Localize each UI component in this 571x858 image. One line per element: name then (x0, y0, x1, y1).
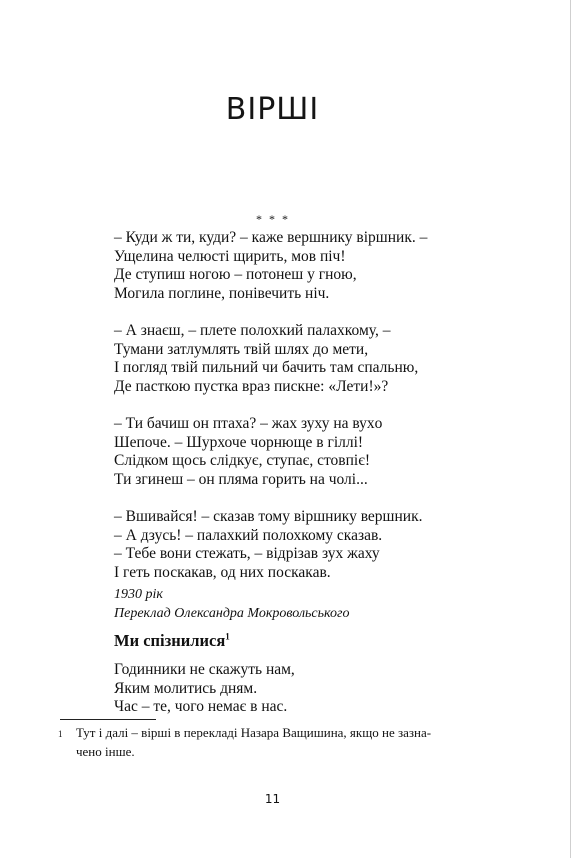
stanza-3 (114, 415, 544, 489)
page-number: 11 (264, 792, 281, 806)
translator-credit: Переклад Олександра Мокровольського (114, 606, 350, 622)
stanza-gap (114, 303, 544, 322)
poem-untitled (114, 229, 544, 623)
stanza-gap (114, 489, 544, 508)
footnote-mark: 1 (58, 729, 63, 739)
poem-line: Де пасткою пустка враз пискне: «Лети!»? (114, 377, 389, 395)
poem-line: Могила поглине, понівечить ніч. (114, 284, 330, 302)
poem-line: – А дзусь! – палахкий полохкому сказав. (114, 526, 383, 544)
page-title: ВІРШІ (225, 92, 320, 127)
poem-line: І геть поскакав, од них поскакав. (114, 563, 331, 581)
poem-we-are-late (114, 661, 295, 717)
poem-line: І погляд твій пильний чи бачить там спальню, (114, 359, 419, 377)
footnote-line (58, 723, 498, 742)
stanza-4 (114, 508, 544, 582)
poem-line: Час – те, чого немає в нас. (114, 698, 288, 716)
poem-title (114, 631, 230, 651)
poem-line: – Ти бачиш он птаха? – жах зуху на вуxо (114, 414, 383, 432)
poem-line: Ти згинеш – он пляма горить на чолі... (114, 470, 368, 488)
poem-line: – Куди ж ти, куди? – каже вершнику віршник. – (114, 229, 428, 246)
poem-line: Слідком щось слідкує, ступає, стовпіє! (114, 452, 371, 470)
poem-line: Ущелина челюсті щирить, мов піч! (114, 247, 346, 265)
poem-line: Яким молитись дням. (114, 679, 258, 697)
poem-date: 1930 рік (114, 587, 163, 603)
stanza-1 (114, 229, 544, 303)
poem-line: Шепоче. – Шурхоче чорнюще в гіллі! (114, 433, 364, 451)
poem-title-text: Ми спізнилися (114, 631, 226, 650)
poem-line: Тумани затлумлять твій шлях до мети, (114, 340, 369, 358)
asterism-divider: * * * (256, 212, 290, 226)
poem-line: – Тебе вони стежать, – відрізав зух жаху (114, 545, 380, 563)
footnote-reference[interactable]: 1 (225, 631, 230, 642)
stanza-gap (114, 396, 544, 415)
footnote-text: Тут і далі – вірші в перекладі Назара Ващишина, якщо не зазна- (76, 725, 432, 740)
poem-line: Де ступиш ногою – потонеш у гною, (114, 266, 357, 284)
footnote-text-continued: чено інше. (76, 744, 135, 759)
poem-line: – А знаєш, – плете полохкий палахкому, – (114, 321, 391, 339)
stanza-2 (114, 322, 544, 396)
poem-line: – Вшивайся! – сказав тому віршнику вершник. (114, 507, 423, 525)
footnote (58, 723, 498, 761)
footnote-separator (60, 719, 156, 720)
poem-line: Годинники не скажуть нам, (114, 661, 295, 678)
